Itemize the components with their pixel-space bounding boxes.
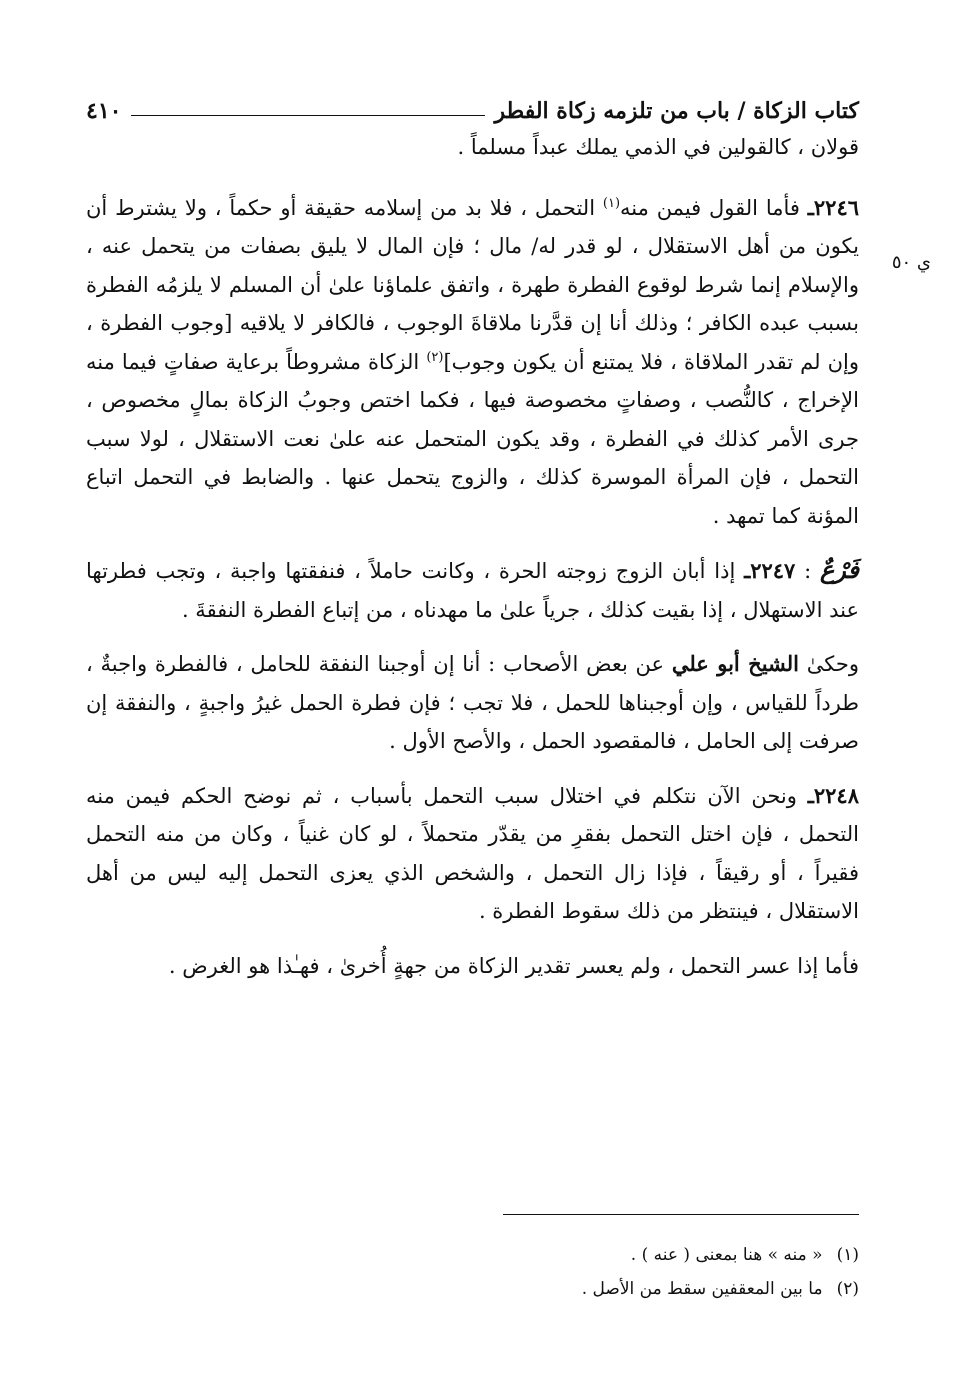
footnote-item — [86, 1238, 859, 1272]
paragraph-2246 — [86, 189, 859, 536]
separator: : — [795, 559, 820, 583]
page-number: ٤١٠ — [86, 98, 122, 124]
footnote-text: « منه » هنا بمعنى ( عنه ) . — [630, 1245, 823, 1265]
page-body — [86, 128, 859, 985]
section-marker: فَرْعٌ — [819, 555, 860, 584]
paragraph-number: ٢٢٤٦ـ — [807, 194, 860, 220]
book-page — [86, 0, 859, 1388]
paragraph-text: التحمل ، فلا بد من إسلامه حقيقة أو حكماً ، ولا يشترط أن يكون من أهل الاستقلال ، لو قدر له/ مال ؛ فإن المال لا يليق بصفات من يتحمل عنه ، والإسلام إنما شرط لوقوع الفطرة طهرة ، واتفق علماؤنا علىٰ أن المسلم لا يلزمُه الفطرة بسبب عبده الكافر ؛ وذلك أنا إن قدَّرنا ملاقاةَ الوجوب ، فالكافر لا يلاقيه [وجوب الفطرة ، وإن لم تقدر الملاقاة ، فلا يمتنع أن يكون وجوب] — [86, 195, 859, 374]
paragraph-2247 — [86, 551, 859, 629]
paragraph-text: وحكىٰ — [799, 652, 859, 676]
paragraph-text: إذا أبان الزوج زوجته الحرة ، وكانت حاملاً ، فنفقتها واجبة ، وتجب فطرتها عند الاستهلال ، إذا بقيت كذلك ، جرياً علىٰ ما مهدناه ، من إتباع الفطرة النفقةَ . — [86, 559, 859, 622]
footnote-text: ما بين المعقفين سقط من الأصل . — [581, 1279, 823, 1299]
paragraph-number: ٢٢٤٧ـ — [744, 558, 796, 583]
footnote-divider — [503, 1214, 859, 1215]
scholar-name: الشيخ أبو علي — [671, 651, 800, 676]
paragraph-text: ونحن الآن نتكلم في اختلال سبب التحمل بأسباب ، ثم نوضح الحكم فيمن منه التحمل ، فإن اختل التحمل بفقرِ من يقدّر متحملاً ، لو كان غنياً ، وكان من منه التحمل فقيراً ، أو رقيقاً ، فإذا زال التحمل ، والشخص الذي يعزى التحمل إليه ليس من أهل الاستقلال ، فينتظر من ذلك سقوط الفطرة . — [86, 783, 859, 923]
paragraph-text: فأما القول فيمن منه — [620, 195, 808, 220]
footnote-number: (١) — [836, 1245, 859, 1265]
paragraph-2248 — [86, 777, 859, 931]
margin-reference: ي ٥٠ — [891, 252, 931, 273]
paragraph-text: الزكاة مشروطاً برعاية صفاتٍ فيما منه الإخراج ، كالنُّصب ، وصفاتٍ مخصوصة فيها ، فكما اختص وجوبُ الزكاة بمالٍ مخصوص ، جرى الأمر كذلك في الفطرة ، وقد يكون المتحمل عنه علىٰ نعت الاستقلال ، لولا سبب التحمل ، فإن المرأة الموسرة كذلك ، والزوج يتحمل عنها . والضابط في التحمل اتباع المؤنة كما تمهد . — [86, 349, 859, 528]
paragraph-abu-ali — [86, 645, 859, 761]
footnote-number: (٢) — [836, 1279, 859, 1299]
paragraph-continuation: قولان ، كالقولين في الذمي يملك عبداً مسلماً . — [457, 135, 859, 159]
header-title: كتاب الزكاة / باب من تلزمه زكاة الفطر — [494, 98, 859, 124]
header-rule — [131, 115, 484, 116]
paragraph-final: فأما إذا عسر التحمل ، ولم يعسر تقدير الزكاة من جهةٍ أُخرىٰ ، فهـٰذا هو الغرض . — [168, 953, 859, 978]
footnote-item — [86, 1272, 859, 1306]
footnotes — [86, 1238, 859, 1306]
running-header — [86, 84, 859, 124]
footnote-ref: (١) — [602, 195, 621, 211]
paragraph-text: عن بعض الأصحاب : أنا إن أوجبنا النفقة للحامل ، فالفطرة واجبةٌ ، طرداً للقياس ، وإن أوجبناها للحمل ، فلا تجب ؛ فإن فطرة الحمل غيرُ واجبةٍ ، والنفقة إن صرفت إلى الحامل ، فالمقصود الحمل ، والأصح الأول . — [86, 652, 859, 753]
footnote-ref: (٢) — [426, 349, 444, 365]
paragraph-number: ٢٢٤٨ـ — [807, 782, 859, 808]
